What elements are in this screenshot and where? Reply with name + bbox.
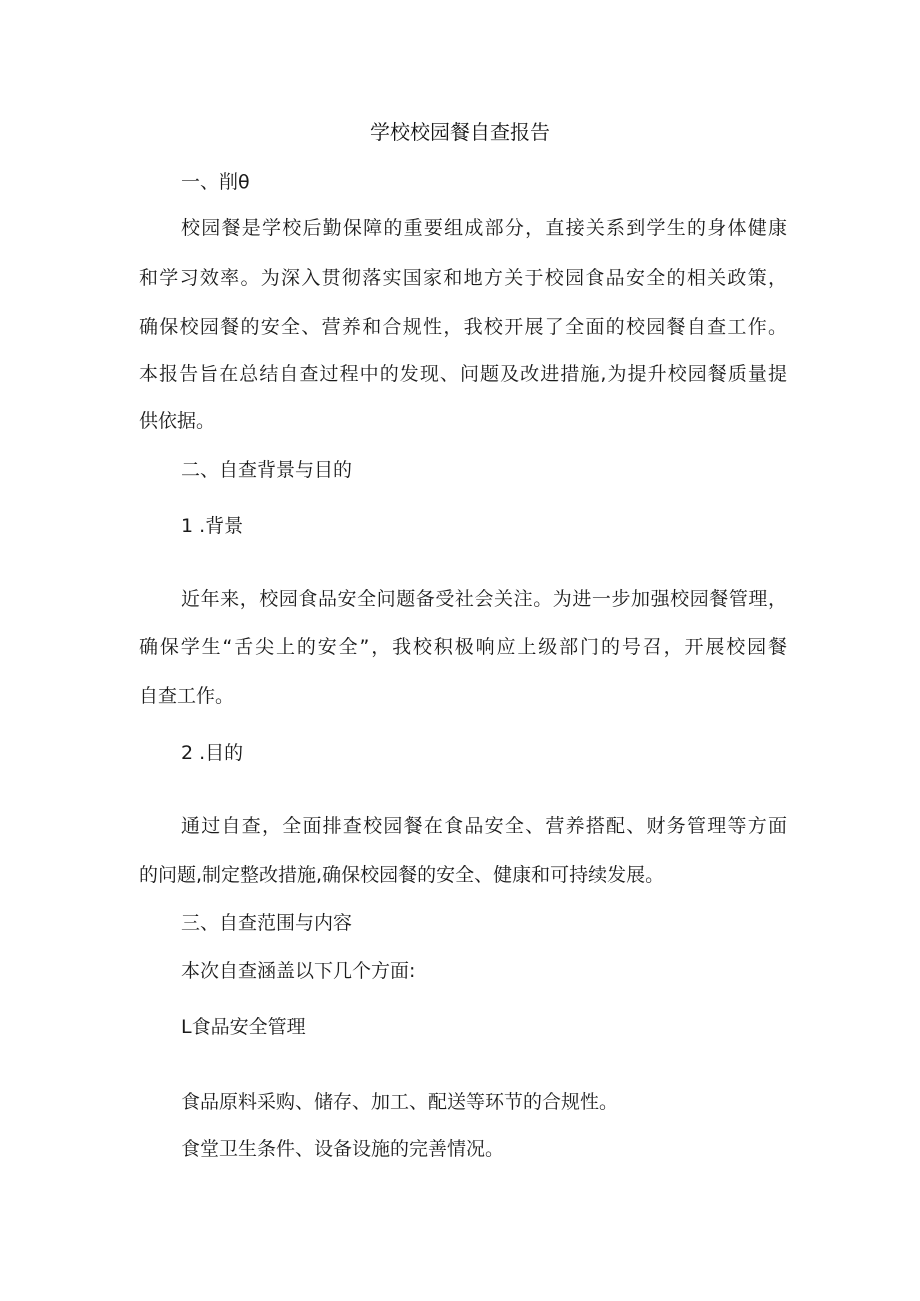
document-title: 学校校园餐自查报告 [370, 120, 550, 144]
section3-intro: 本次自查涵盖以下几个方面: [181, 960, 416, 982]
section2-sub1-heading: 1 .背景 [181, 515, 244, 537]
section1-line-1: 校园餐是学校后勤保障的重要组成部分，直接关系到学生的身体健康 [181, 217, 787, 239]
section1-line-3: 确保校园餐的安全、营养和合规性，我校开展了全面的校园餐自查工作。 [139, 316, 787, 338]
section2-heading: 二、自查背景与目的 [181, 459, 353, 481]
section1-heading: 一、削θ [181, 171, 250, 193]
section1-line-2: 和学习效率。为深入贯彻落实国家和地方关于校园食品安全的相关政策， [139, 267, 787, 289]
section2-sub1-line-1: 近年来，校园食品安全问题备受社会关注。为进一步加强校园餐管理， [181, 588, 787, 610]
section1-line-4: 本报告旨在总结自查过程中的发现、问题及改进措施,为提升校园餐质量提 [139, 363, 787, 385]
section3-item1-line-1: 食品原料采购、储存、加工、配送等环节的合规性。 [181, 1091, 619, 1113]
section1-line-5: 供依据。 [139, 410, 216, 432]
section2-sub2-line-1: 通过自查，全面排查校园餐在食品安全、营养搭配、财务管理等方面 [181, 815, 787, 837]
section2-sub2-line-2: 的问题,制定整改措施,确保校园餐的安全、健康和可持续发展。 [139, 864, 665, 886]
section2-sub1-line-2: 确保学生“舌尖上的安全”，我校积极响应上级部门的号召，开展校园餐 [139, 636, 787, 658]
section2-sub2-heading: 2 .目的 [181, 742, 244, 764]
section3-heading: 三、自查范围与内容 [181, 912, 353, 934]
section3-item1-line-2: 食堂卫生条件、设备设施的完善情况。 [181, 1138, 505, 1160]
section2-sub1-line-3: 自查工作。 [139, 685, 235, 707]
section3-item1-heading: L食品安全管理 [181, 1016, 306, 1038]
